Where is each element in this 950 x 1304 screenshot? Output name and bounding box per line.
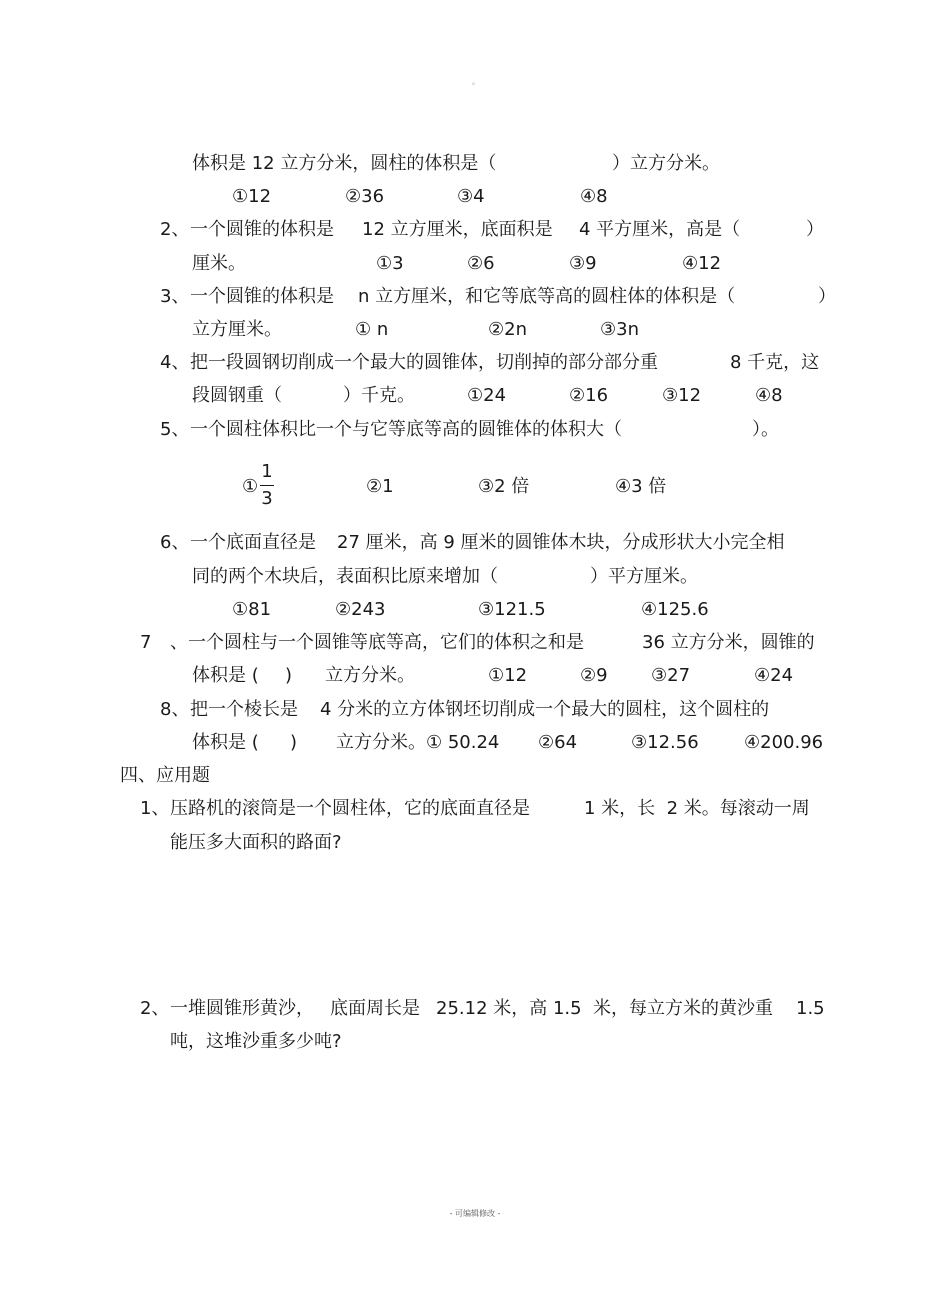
q6-line2b: ）平方厘米。 xyxy=(590,566,698,587)
q7-line2a: 体积是 ( xyxy=(192,665,259,686)
p2-number: 2、 xyxy=(140,998,170,1019)
q7-opt-3: ③27 xyxy=(651,665,691,686)
q5-opt-4: ④3 倍 xyxy=(615,476,667,497)
q3-text-2: n 立方厘米，和它等底等高的圆柱体的体积是（ xyxy=(358,286,736,307)
q2-opt-1: ①3 xyxy=(376,253,404,274)
q3-opt-1: ① n xyxy=(355,319,389,340)
q2-opt-3: ③9 xyxy=(569,253,597,274)
q8-line2a: 体积是 ( xyxy=(192,732,259,753)
q4-opt-4: ④8 xyxy=(755,385,783,406)
q7-text: 、一个圆柱与一个圆锥等底等高，它们的体积之和是 xyxy=(170,632,584,653)
q4-opt-2: ②16 xyxy=(569,385,609,406)
q5-opt-2: ②1 xyxy=(366,476,394,497)
q8-text-2: 4 分米的立方体钢坯切削成一个最大的圆柱，这个圆柱的 xyxy=(320,699,770,720)
q4-line2a: 段圆钢重（ xyxy=(192,385,282,406)
q6-text-2: 27 厘米，高 9 厘米的圆锥体木块，分成形状大小完全相 xyxy=(337,532,785,553)
p2-text: 一堆圆锥形黄沙， xyxy=(170,998,314,1019)
q6-opt-4: ④125.6 xyxy=(641,599,709,620)
q3-opt-2: ②2n xyxy=(488,319,527,340)
q3-opt-3: ③3n xyxy=(600,319,639,340)
q1-opt-2: ②36 xyxy=(345,186,385,207)
q7-number: 7 xyxy=(140,632,152,653)
p1-number: 1、 xyxy=(140,798,170,819)
q4-opt-1: ①24 xyxy=(467,385,507,406)
q6-text: 一个底面直径是 xyxy=(190,532,316,553)
q8-line2b: ) xyxy=(290,732,298,753)
q8-opt-3: ③12.56 xyxy=(631,732,699,753)
q7-opt-4: ④24 xyxy=(754,665,794,686)
q3-text: 一个圆锥的体积是 xyxy=(190,286,334,307)
q5-opt-3: ③2 倍 xyxy=(478,476,530,497)
q5-close: ）。 xyxy=(752,419,779,440)
q8-text: 把一个棱长是 xyxy=(190,699,298,720)
q5-text: 一个圆柱体积比一个与它等底等高的圆锥体的体积大（ xyxy=(190,419,622,440)
q3-close: ） xyxy=(818,286,836,307)
q2-text: 一个圆锥的体积是 xyxy=(190,219,334,240)
q5-opt-1-prefix: ① xyxy=(242,476,259,497)
q7-opt-1: ①12 xyxy=(488,665,528,686)
q7-text-2: 36 立方分米，圆锥的 xyxy=(642,632,815,653)
q1-text: 体积是 12 立方分米，圆柱的体积是（ xyxy=(192,153,497,174)
q7-opt-2: ②9 xyxy=(580,665,608,686)
q4-text-2: 8 千克，这 xyxy=(730,352,820,373)
q4-number: 4、 xyxy=(160,352,190,373)
q3-number: 3、 xyxy=(160,286,190,307)
p2-line2: 吨，这堆沙重多少吨? xyxy=(170,1031,342,1052)
q4-opt-3: ③12 xyxy=(662,385,702,406)
q6-opt-1: ①81 xyxy=(232,599,272,620)
p1-line2: 能压多大面积的路面? xyxy=(170,832,342,853)
q8-opt-4: ④200.96 xyxy=(744,732,824,753)
header-mark: 。 xyxy=(472,77,480,86)
q1-opt-1: ①12 xyxy=(232,186,272,207)
q6-opt-2: ②243 xyxy=(335,599,386,620)
q5-number: 5、 xyxy=(160,419,190,440)
q1-opt-3: ③4 xyxy=(457,186,485,207)
q8-number: 8、 xyxy=(160,699,190,720)
p2-text-4: 1.5 xyxy=(796,998,825,1019)
q2-line2: 厘米。 xyxy=(192,253,246,274)
q2-opt-4: ④12 xyxy=(682,253,722,274)
q6-opt-3: ③121.5 xyxy=(478,599,546,620)
q7-line2b: ) xyxy=(285,665,293,686)
q5-opt-1-denominator: 3 xyxy=(261,488,273,509)
q2-text-3: 4 平方厘米，高是（ xyxy=(579,219,741,240)
p2-text-3: 25.12 米，高 1.5 米，每立方米的黄沙重 xyxy=(436,998,774,1019)
q3-line2: 立方厘米。 xyxy=(192,319,282,340)
q6-number: 6、 xyxy=(160,532,190,553)
q2-close: ） xyxy=(806,219,824,240)
section4-title: 四、应用题 xyxy=(120,765,210,786)
p1-text-2: 1 米，长 2 米。每滚动一周 xyxy=(584,798,810,819)
q4-line2b: ）千克。 xyxy=(343,385,415,406)
p2-text-2: 底面周长是 xyxy=(330,998,420,1019)
q7-line2c: 立方分米。 xyxy=(325,665,415,686)
page-footer: - 可编辑修改 - xyxy=(449,1209,501,1218)
q5-opt-1-numerator: 1 xyxy=(261,461,273,482)
q6-line2a: 同的两个木块后，表面积比原来增加（ xyxy=(192,566,498,587)
q5-fraction-bar xyxy=(260,485,274,486)
q1-opt-4: ④8 xyxy=(580,186,608,207)
p1-text: 压路机的滚筒是一个圆柱体，它的底面直径是 xyxy=(170,798,530,819)
q2-opt-2: ②6 xyxy=(467,253,495,274)
q8-opt-2: ②64 xyxy=(538,732,578,753)
q4-text: 把一段圆钢切削成一个最大的圆锥体，切削掉的部分部分重 xyxy=(190,352,658,373)
q1-close: ）立方分米。 xyxy=(612,153,720,174)
q2-number: 2、 xyxy=(160,219,190,240)
q2-text-2: 12 立方厘米，底面积是 xyxy=(362,219,553,240)
q8-line2c: 立方分米。① 50.24 xyxy=(336,732,500,753)
